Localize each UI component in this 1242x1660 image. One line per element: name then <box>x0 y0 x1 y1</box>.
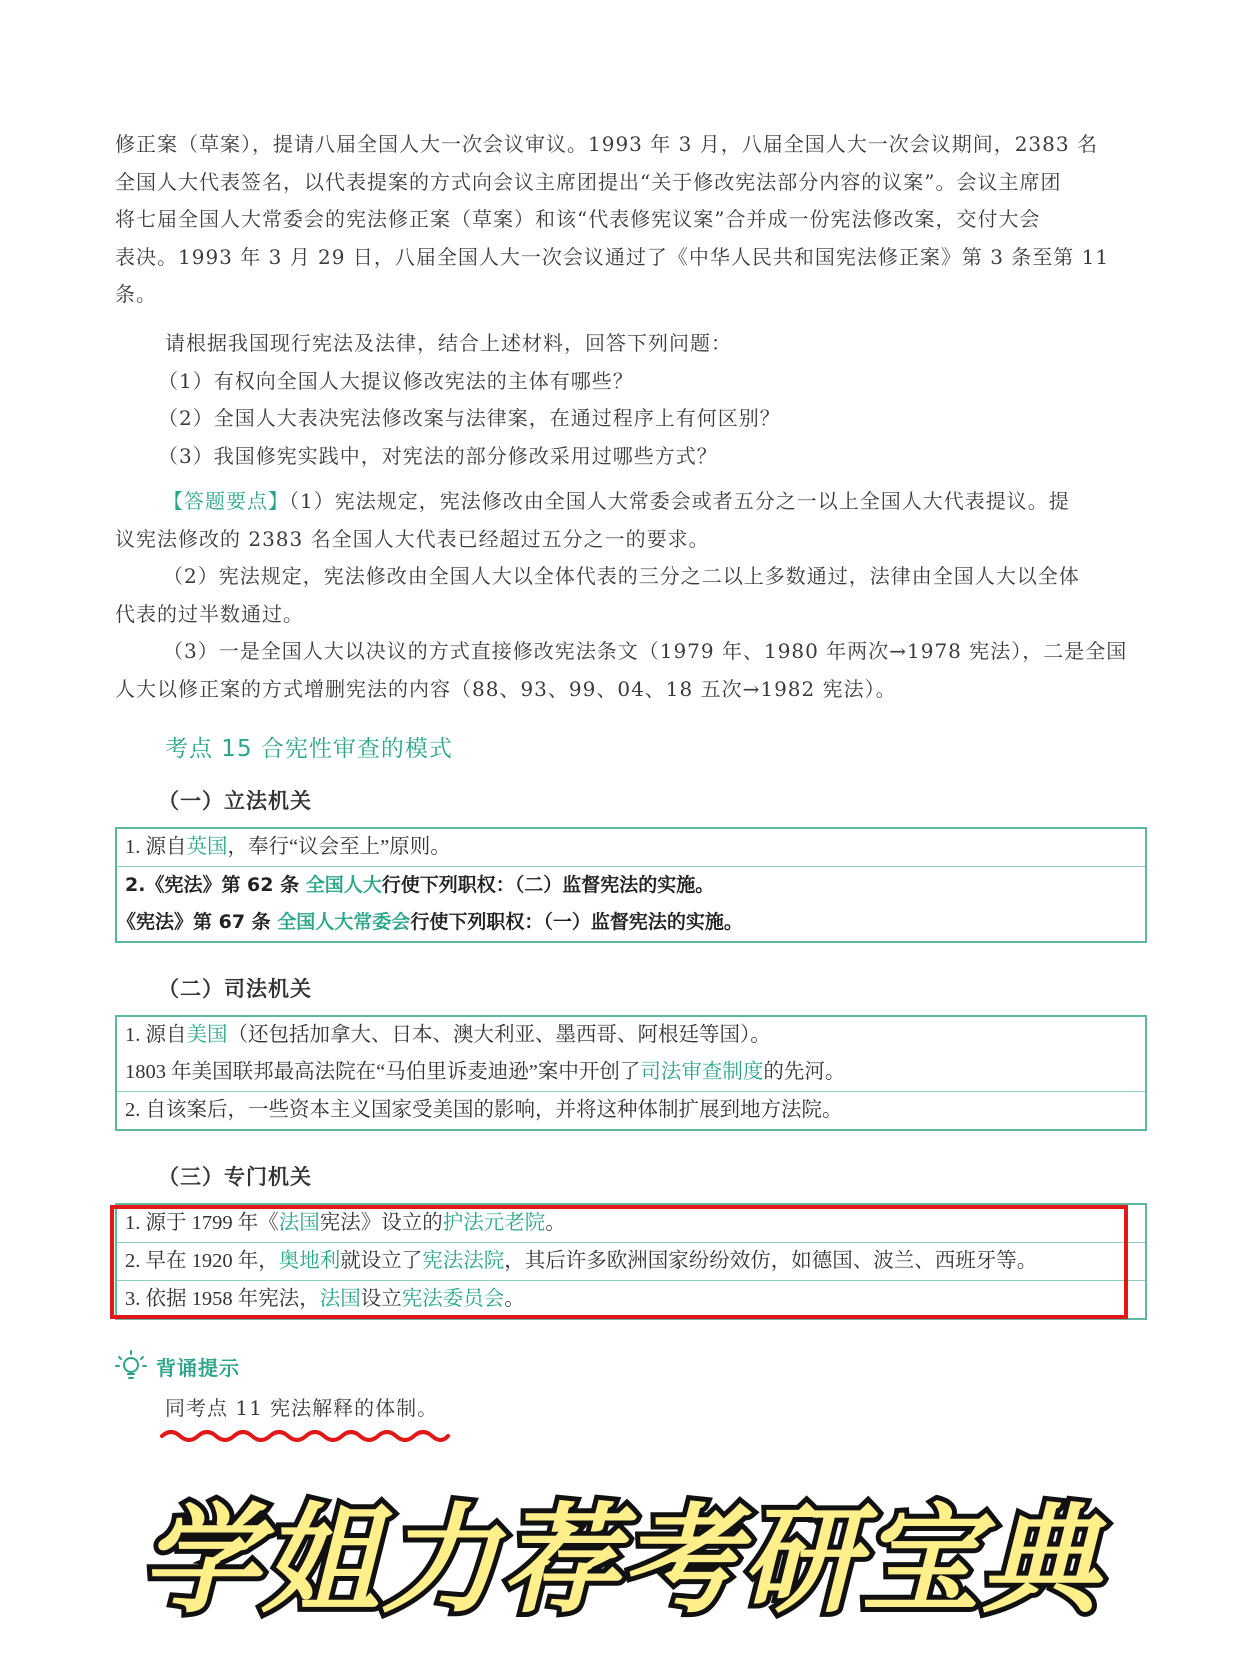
question-3: （3）我国修宪实践中，对宪法的部分修改采用过哪些方式？ <box>158 444 718 468</box>
intro-line: 全国人大代表签名，以代表提案的方式向会议主席团提出“关于修改宪法部分内容的议案”。会议主席团 <box>115 169 1062 194</box>
question-1: （1）有权向全国人大提议修改宪法的主体有哪些？ <box>158 369 634 393</box>
answer-line: 代表的过半数通过。 <box>115 601 304 626</box>
table-row: 2.《宪法》第 62 条 全国人大行使下列职权：（二）监督宪法的实施。 《宪法》第 67 条 全国人大常委会行使下列职权：（一）监督宪法的实施。 <box>117 874 743 933</box>
answer-line: 人大以修正案的方式增删宪法的内容（88、93、99、04、18 五次→1982 宪法）。 <box>115 676 897 701</box>
table-row: 1. 源于 1799 年《法国宪法》设立的护法元老院。 <box>117 1205 1145 1243</box>
intro-line: 修正案（草案），提请八届全国人大一次会议审议。1993 年 3 月，八届全国人大一次会议期间，2383 名 <box>115 132 1098 156</box>
answer-label: 【答题要点】 <box>163 489 289 513</box>
table-row: 2. 自该案后，一些资本主义国家受美国的影响，并将这种体制扩展到地方法院。 <box>125 1099 843 1121</box>
lightbulb-icon <box>113 1348 149 1384</box>
answer-block <box>115 483 1150 708</box>
answer-line: （2）宪法规定，宪法修改由全国人大以全体代表的三分之二以上多数通过，法律由全国人大以全体 <box>163 564 1080 588</box>
tip-title: 背诵提示 <box>156 1356 240 1380</box>
judicial-table <box>115 1015 1147 1131</box>
question-2: （2）全国人大表决宪法修改案与法律案，在通过程序上有何区别？ <box>158 406 781 430</box>
tip-text: 同考点 11 宪法解释的体制。 <box>165 1396 439 1420</box>
answer-line: 【答题要点】（1）宪法规定，宪法修改由全国人大常委会或者五分之一以上全国人大代表提议。提 <box>163 489 1070 513</box>
promo-banner: 学姐力荐考研宝典 <box>140 1491 1101 1629</box>
answer-line: 议宪法修改的 2383 名全国人大代表已经超过五分之一的要求。 <box>115 526 710 551</box>
intro-line: 将七届全国人大常委会的宪法修正案（草案）和该“代表修宪议案”合并成一份宪法修改案，交付大会 <box>115 207 1041 231</box>
subsection-title-legislative: （一）立法机关 <box>158 789 312 813</box>
legislative-table <box>115 827 1147 943</box>
table-row: 2. 早在 1920 年，奥地利就设立了宪法法院，其后许多欧洲国家纷纷效仿，如德国、波兰、西班牙等。 <box>117 1243 1145 1281</box>
question-prompt: 请根据我国现行宪法及法律，结合上述材料，回答下列问题： <box>165 331 732 355</box>
intro-paragraph <box>115 126 1150 314</box>
table-row: 3. 依据 1958 年宪法，法国设立宪法委员会。 <box>125 1288 525 1310</box>
table-row: 1. 源自美国（还包括加拿大、日本、澳大利亚、墨西哥、阿根廷等国）。 1803 年美国联邦最高法院在“马伯里诉麦迪逊”案中开创了司法审查制度的先河。 <box>117 1017 1145 1092</box>
highlight-frame <box>110 1205 1128 1319</box>
section-title: 考点 15 合宪性审查的模式 <box>165 736 453 762</box>
subsection-title-special: （三）专门机关 <box>158 1165 312 1189</box>
intro-line: 条。 <box>115 282 157 306</box>
intro-line: 表决。1993 年 3 月 29 日，八届全国人大一次会议通过了《中华人民共和国宪法修正案》第 3 条至第 11 <box>115 244 1110 269</box>
subsection-title-judicial: （二）司法机关 <box>158 977 312 1001</box>
wavy-underline <box>160 1428 450 1444</box>
answer-line: （3）一是全国人大以决议的方式直接修改宪法条文（1979 年、1980 年两次→1978 宪法），二是全国 <box>163 639 1128 663</box>
table-row: 1. 源自英国，奉行“议会至上”原则。 <box>117 829 1145 867</box>
